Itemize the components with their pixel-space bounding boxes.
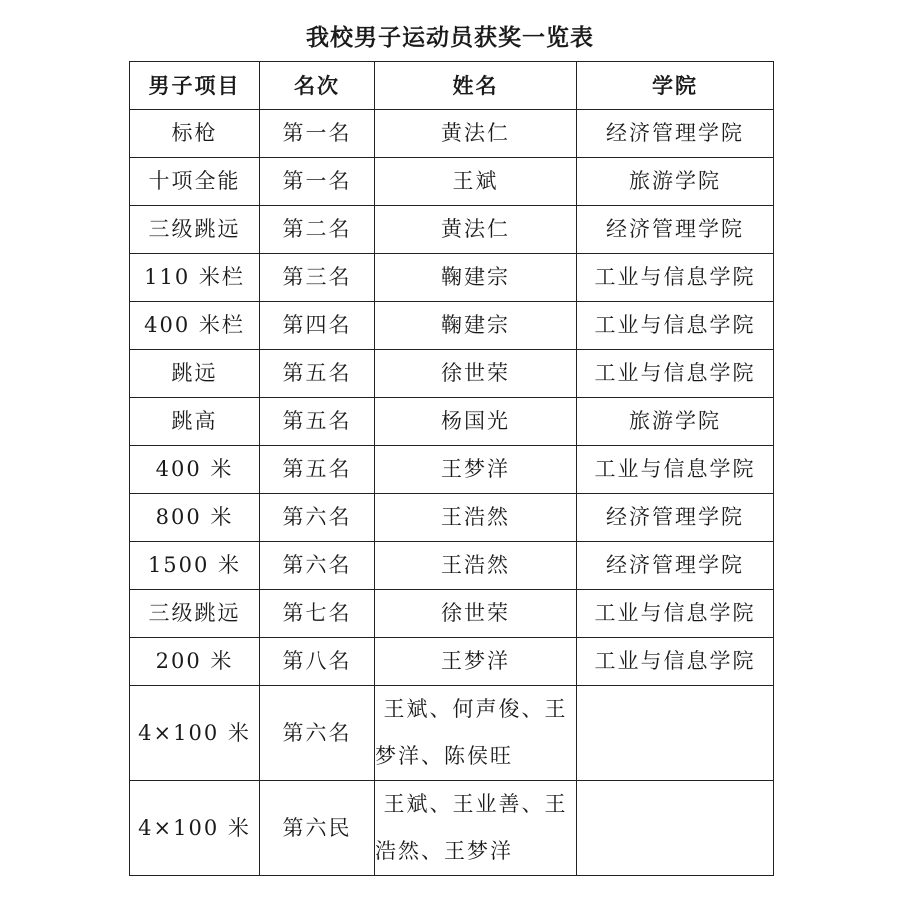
event-cell: 110 米栏 xyxy=(130,254,260,302)
rank-cell: 第六名 xyxy=(260,542,375,590)
event-cell: 400 米 xyxy=(130,446,260,494)
event-cell: 三级跳远 xyxy=(130,206,260,254)
column-header-rank: 名次 xyxy=(260,62,375,110)
rank-cell: 第六民 xyxy=(260,781,375,876)
table-row xyxy=(130,590,774,638)
table-row xyxy=(130,686,774,781)
rank-cell: 第一名 xyxy=(260,158,375,206)
college-cell: 工业与信息学院 xyxy=(577,446,774,494)
event-cell: 4×100 米 xyxy=(130,781,260,876)
rank-cell: 第七名 xyxy=(260,590,375,638)
column-header-event: 男子项目 xyxy=(130,62,260,110)
college-cell xyxy=(577,781,774,876)
rank-cell: 第六名 xyxy=(260,686,375,781)
athlete-names-cell: 王斌、何声俊、王梦洋、陈侯旺 xyxy=(375,686,577,781)
header-row xyxy=(130,62,774,110)
athlete-name-cell: 杨国光 xyxy=(375,398,577,446)
table-row xyxy=(130,638,774,686)
rank-cell: 第五名 xyxy=(260,398,375,446)
rank-cell: 第四名 xyxy=(260,302,375,350)
table-row xyxy=(130,110,774,158)
athlete-name-cell: 黄法仁 xyxy=(375,110,577,158)
column-header-college: 学院 xyxy=(577,62,774,110)
college-cell: 经济管理学院 xyxy=(577,494,774,542)
college-cell xyxy=(577,686,774,781)
college-cell: 经济管理学院 xyxy=(577,206,774,254)
table-row xyxy=(130,446,774,494)
event-cell: 1500 米 xyxy=(130,542,260,590)
table-row xyxy=(130,542,774,590)
table-row xyxy=(130,781,774,876)
table-row xyxy=(130,206,774,254)
event-cell: 800 米 xyxy=(130,494,260,542)
awards-table xyxy=(129,61,774,876)
event-cell: 三级跳远 xyxy=(130,590,260,638)
table-row xyxy=(130,302,774,350)
rank-cell: 第六名 xyxy=(260,494,375,542)
event-cell: 4×100 米 xyxy=(130,686,260,781)
athlete-names-cell: 王斌、王业善、王浩然、王梦洋 xyxy=(375,781,577,876)
event-cell: 400 米栏 xyxy=(130,302,260,350)
college-cell: 工业与信息学院 xyxy=(577,638,774,686)
event-cell: 跳高 xyxy=(130,398,260,446)
rank-cell: 第一名 xyxy=(260,110,375,158)
rank-cell: 第五名 xyxy=(260,350,375,398)
athlete-name-cell: 黄法仁 xyxy=(375,206,577,254)
rank-cell: 第八名 xyxy=(260,638,375,686)
athlete-name-cell: 王浩然 xyxy=(375,542,577,590)
athlete-name-cell: 王斌 xyxy=(375,158,577,206)
college-cell: 工业与信息学院 xyxy=(577,302,774,350)
athlete-name-cell: 王浩然 xyxy=(375,494,577,542)
event-cell: 200 米 xyxy=(130,638,260,686)
table-row xyxy=(130,494,774,542)
athlete-name-cell: 鞠建宗 xyxy=(375,254,577,302)
table-row xyxy=(130,350,774,398)
rank-cell: 第二名 xyxy=(260,206,375,254)
rank-cell: 第三名 xyxy=(260,254,375,302)
athlete-name-cell: 鞠建宗 xyxy=(375,302,577,350)
college-cell: 经济管理学院 xyxy=(577,110,774,158)
event-cell: 十项全能 xyxy=(130,158,260,206)
athlete-name-cell: 徐世荣 xyxy=(375,350,577,398)
athlete-name-cell: 徐世荣 xyxy=(375,590,577,638)
college-cell: 旅游学院 xyxy=(577,158,774,206)
college-cell: 工业与信息学院 xyxy=(577,350,774,398)
event-cell: 跳远 xyxy=(130,350,260,398)
page-title: 我校男子运动员获奖一览表 xyxy=(306,24,594,51)
rank-cell: 第五名 xyxy=(260,446,375,494)
column-header-name: 姓名 xyxy=(375,62,577,110)
college-cell: 工业与信息学院 xyxy=(577,254,774,302)
college-cell: 旅游学院 xyxy=(577,398,774,446)
table-row xyxy=(130,158,774,206)
college-cell: 工业与信息学院 xyxy=(577,590,774,638)
table-row xyxy=(130,398,774,446)
athlete-name-cell: 王梦洋 xyxy=(375,638,577,686)
athlete-name-cell: 王梦洋 xyxy=(375,446,577,494)
college-cell: 经济管理学院 xyxy=(577,542,774,590)
table-row xyxy=(130,254,774,302)
event-cell: 标枪 xyxy=(130,110,260,158)
